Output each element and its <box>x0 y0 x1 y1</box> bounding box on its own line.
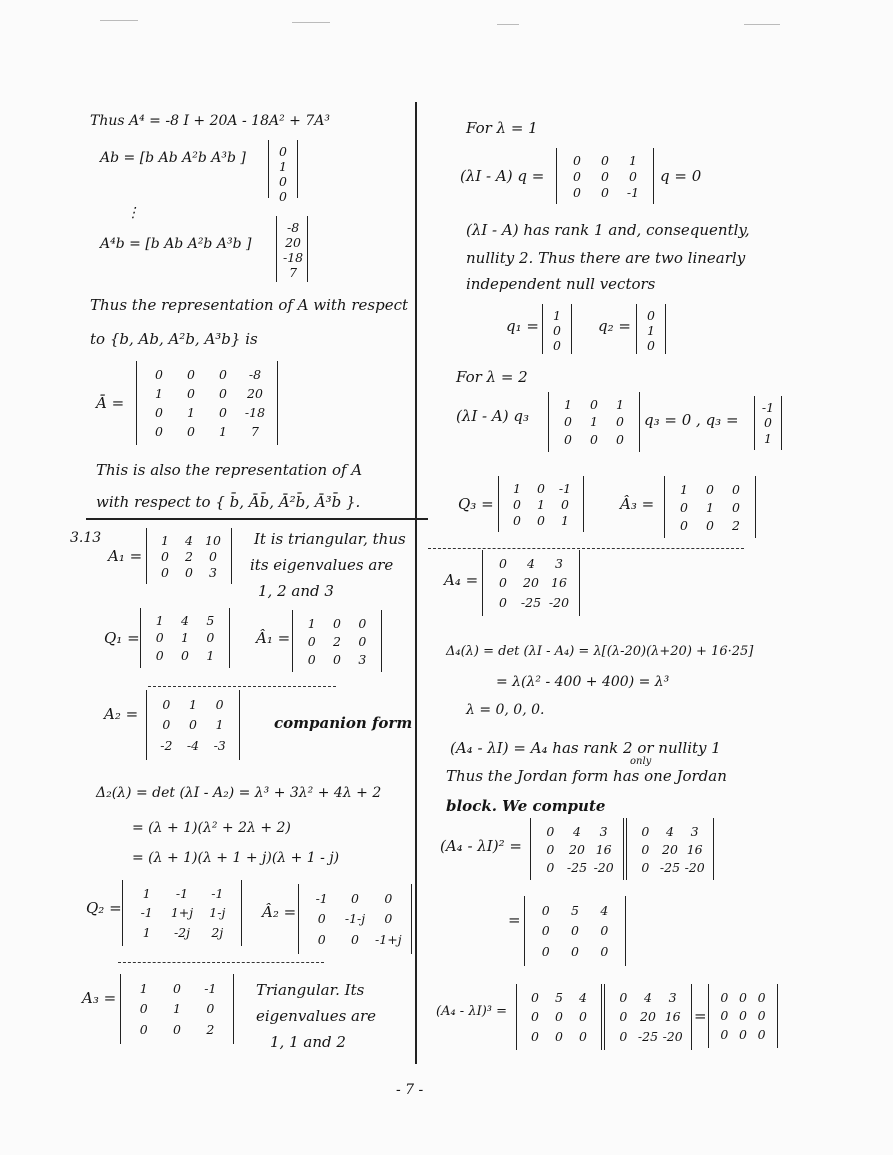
matrix-entry: 0 <box>546 841 555 857</box>
matrix-entry: 0 <box>162 717 171 733</box>
matrix-entry: 0 <box>680 517 688 533</box>
matrix-entry: 0 <box>720 1008 729 1024</box>
matrix-entry: 1 <box>142 924 151 940</box>
eq2-matrix <box>548 392 640 452</box>
matrix-entry: 16 <box>551 575 567 591</box>
square-lhs: (A₄ - λI)² = <box>440 837 522 855</box>
matrix-entry: 4 <box>666 823 674 839</box>
ab-lhs: Ab = [b Ab A²b A³b ] <box>100 150 246 166</box>
matrix-entry: -1 <box>211 886 224 902</box>
matrix-entry: 4 <box>579 990 587 1006</box>
matrix-entry: 1 <box>647 323 655 338</box>
abar-label: Ā = <box>96 394 125 412</box>
matrix-entry: 0 <box>499 556 507 572</box>
matrix-entry: -20 <box>662 1028 683 1044</box>
matrix-entry: 1 <box>307 615 316 631</box>
matrix-entry: 0 <box>600 923 609 939</box>
matrix-entry: -18 <box>283 250 304 265</box>
matrix-entry: 1 <box>173 1001 181 1017</box>
matrix-entry: 0 <box>513 496 521 512</box>
delta2-line-3: = (λ + 1)(λ + 1 + j)(λ + 1 - j) <box>132 850 340 866</box>
matrix-entry: 20 <box>640 1009 656 1025</box>
scan-mark <box>292 22 330 23</box>
cube-equals: = <box>694 1007 707 1025</box>
a2hat-label: Â₂ = <box>262 903 297 921</box>
triangular-line-1: It is triangular, thus <box>254 530 406 548</box>
q1-matrix <box>140 608 230 668</box>
matrix-entry: 0 <box>531 990 539 1006</box>
matrix-entry: 2 <box>732 517 740 533</box>
matrix-entry: 0 <box>641 823 650 839</box>
repr-line-1: Thus the representation of A with respect <box>90 296 409 314</box>
matrix-entry: -1 <box>626 184 640 200</box>
matrix-entry: 20 <box>523 575 539 591</box>
matrix-entry: -25 <box>659 859 681 875</box>
square-equals: = <box>508 911 521 929</box>
matrix-entry: 0 <box>647 308 655 323</box>
matrix-entry: -1 <box>315 890 328 906</box>
problem-number: 3.13 <box>70 530 102 546</box>
matrix-entry: 0 <box>706 481 714 497</box>
scan-mark <box>497 24 519 25</box>
matrix-entry: 0 <box>732 499 740 515</box>
matrix-entry: -1 <box>140 905 153 921</box>
matrix-entry: 0 <box>573 168 581 184</box>
matrix-entry: 16 <box>595 841 612 857</box>
square-matrix-1 <box>530 818 624 880</box>
matrix-entry: 0 <box>139 1001 148 1017</box>
matrix-entry: 0 <box>732 481 740 497</box>
matrix-entry: 4 <box>185 532 193 548</box>
square-matrix-2 <box>626 818 714 880</box>
triangular-line-2: its eigenvalues are <box>250 556 394 574</box>
matrix-entry: 0 <box>619 990 628 1006</box>
matrix-entry: -1 <box>204 980 217 996</box>
triangular-line-3: 1, 2 and 3 <box>258 582 334 600</box>
matrix-entry: 1 <box>161 532 169 548</box>
matrix-entry: 1 <box>189 696 197 712</box>
a4b-vector <box>276 216 308 282</box>
matrix-entry: 0 <box>279 189 287 204</box>
matrix-entry: 5 <box>206 613 215 629</box>
dashed-separator <box>428 548 744 549</box>
matrix-entry: 1 <box>590 414 598 430</box>
matrix-entry: 1 <box>513 480 521 496</box>
matrix-entry: 0 <box>541 902 550 918</box>
matrix-entry: 0 <box>616 414 624 430</box>
matrix-entry: 1 <box>139 980 148 996</box>
matrix-entry: 0 <box>219 386 227 401</box>
rank2-line: (A₄ - λI) = A₄ has rank 2 or nullity 1 <box>450 739 721 757</box>
matrix-entry: 3 <box>358 651 367 667</box>
matrix-entry: 0 <box>757 1008 766 1024</box>
matrix-entry: -3 <box>213 738 226 754</box>
matrix-entry: 1 <box>142 886 151 902</box>
q2-label: Q₂ = <box>86 899 122 917</box>
dashed-separator <box>118 962 324 963</box>
matrix-entry: 0 <box>219 367 227 382</box>
ab-vector <box>268 140 298 204</box>
matrix-entry: 1 <box>215 717 224 733</box>
matrix-entry: -1 <box>761 400 775 416</box>
matrix-entry: 1 <box>155 613 164 629</box>
matrix-entry: 0 <box>555 1009 563 1025</box>
matrix-entry: 0 <box>155 647 164 663</box>
matrix-entry: -20 <box>548 594 570 610</box>
also-line-2: with respect to { b̄, Āb̄, Ā²b̄, Ā³b̄ }. <box>96 493 361 511</box>
a3-matrix <box>120 974 234 1044</box>
eq1-matrix <box>556 148 654 204</box>
rank-line-1: (λI - A) has rank 1 and, consequently, <box>466 221 750 239</box>
thus-a4-equation: Thus A⁴ = -8 I + 20A - 18A² + 7A³ <box>90 113 330 129</box>
cube-result-matrix <box>708 984 778 1048</box>
triangular3-line-2: eigenvalues are <box>256 1007 377 1025</box>
matrix-entry: -2j <box>173 924 191 940</box>
matrix-entry: 0 <box>499 594 507 610</box>
matrix-entry: 0 <box>561 496 569 512</box>
matrix-entry: 0 <box>155 405 163 420</box>
q3-vector <box>754 396 782 450</box>
matrix-entry: -1+j <box>375 932 402 948</box>
matrix-entry: 2 <box>185 548 193 564</box>
matrix-entry: 1 <box>706 499 714 515</box>
scan-mark <box>744 24 780 25</box>
matrix-entry: 1 <box>206 647 215 663</box>
matrix-entry: 0 <box>619 1028 628 1044</box>
matrix-entry: 0 <box>579 1028 587 1044</box>
section-rule <box>86 518 428 520</box>
matrix-entry: 0 <box>616 431 624 447</box>
repr-line-2: to {b, Ab, A²b, A³b} is <box>90 330 258 348</box>
matrix-entry: 0 <box>351 890 359 906</box>
a3hat-matrix <box>664 476 756 538</box>
matrix-entry: 0 <box>555 1028 563 1044</box>
matrix-entry: 2j <box>211 924 224 940</box>
matrix-entry: 0 <box>279 174 287 189</box>
matrix-entry: 4 <box>181 613 189 629</box>
matrix-entry: 0 <box>499 575 507 591</box>
matrix-entry: 0 <box>307 633 316 649</box>
matrix-entry: 16 <box>664 1009 681 1025</box>
matrix-entry: 3 <box>209 564 217 580</box>
q2-vector <box>636 304 666 354</box>
matrix-entry: 0 <box>161 548 169 564</box>
matrix-entry: 0 <box>739 989 747 1005</box>
matrix-entry: 0 <box>317 911 326 927</box>
q3-matrix <box>498 476 584 532</box>
rank-line-2: nullity 2. Thus there are two linearly <box>466 249 746 267</box>
matrix-entry: 0 <box>537 512 545 528</box>
cube-lhs: (A₄ - λI)³ = <box>436 1004 508 1019</box>
matrix-entry: 0 <box>173 1022 181 1038</box>
matrix-entry: 0 <box>600 944 609 960</box>
matrix-entry: 0 <box>161 564 169 580</box>
matrix-entry: 0 <box>187 386 195 401</box>
matrix-entry: 0 <box>155 630 164 646</box>
matrix-entry: 0 <box>187 424 195 439</box>
eq1-rhs: q = 0 <box>660 167 702 185</box>
matrix-entry: 0 <box>601 184 609 200</box>
delta2-line-1: Δ₂(λ) = det (λI - A₂) = λ³ + 3λ² + 4λ + 2 <box>96 785 382 801</box>
square-result-matrix <box>524 896 626 966</box>
matrix-entry: 5 <box>555 990 563 1006</box>
matrix-entry: 0 <box>333 615 341 631</box>
page-number: - 7 - <box>396 1082 424 1098</box>
matrix-entry: 0 <box>513 512 521 528</box>
matrix-entry: 0 <box>601 168 609 184</box>
matrix-entry: 0 <box>553 323 561 338</box>
matrix-entry: 0 <box>739 1027 747 1043</box>
matrix-entry: 0 <box>139 1022 148 1038</box>
matrix-entry: 4 <box>527 556 535 572</box>
matrix-entry: -1 <box>175 886 189 902</box>
matrix-entry: -20 <box>593 859 614 875</box>
matrix-entry: 0 <box>553 338 561 353</box>
a2hat-matrix <box>298 884 412 954</box>
matrix-entry: 0 <box>757 1027 766 1043</box>
matrix-entry: 1+j <box>170 905 194 921</box>
matrix-entry: 0 <box>629 168 637 184</box>
matrix-entry: 1 <box>219 424 227 439</box>
matrix-entry: -18 <box>244 405 266 420</box>
matrix-entry: 2 <box>206 1022 215 1038</box>
matrix-entry: 1 <box>155 386 163 401</box>
matrix-entry: 0 <box>384 911 393 927</box>
matrix-entry: 10 <box>205 532 221 548</box>
matrix-entry: 0 <box>590 431 598 447</box>
matrix-entry: 1 <box>616 397 624 413</box>
a1hat-matrix <box>292 610 382 672</box>
matrix-entry: 0 <box>546 823 555 839</box>
matrix-entry: 1 <box>187 405 195 420</box>
matrix-entry: 0 <box>531 1009 539 1025</box>
matrix-entry: 7 <box>251 424 259 439</box>
matrix-entry: 0 <box>155 367 163 382</box>
a1hat-label: Â₁ = <box>256 629 291 647</box>
scan-mark <box>100 20 138 21</box>
eq2-rhs: q₃ = 0 , q₃ = <box>644 411 739 429</box>
a2-label: A₂ = <box>104 705 139 723</box>
matrix-entry: 4 <box>573 823 581 839</box>
matrix-entry: 0 <box>541 923 550 939</box>
matrix-entry: 0 <box>573 184 581 200</box>
a1-label: A₁ = <box>108 547 143 565</box>
matrix-entry: 0 <box>358 633 367 649</box>
column-divider <box>415 102 417 1064</box>
dashed-separator <box>148 686 336 687</box>
matrix-entry: 0 <box>541 944 550 960</box>
a3-label: A₃ = <box>82 989 117 1007</box>
delta4-line-1: Δ₄(λ) = det (λI - A₄) = λ[(λ-20)(λ+20) + 16·25] <box>446 644 754 659</box>
matrix-entry: -1 <box>558 480 572 496</box>
matrix-entry: -1-j <box>344 911 366 927</box>
matrix-entry: 0 <box>384 890 393 906</box>
matrix-entry: 0 <box>641 841 650 857</box>
lambda-values: λ = 0, 0, 0. <box>466 702 545 718</box>
vdots: ⋮ <box>126 205 140 221</box>
matrix-entry: 20 <box>285 235 302 250</box>
delta4-line-2: = λ(λ² - 400 + 400) = λ³ <box>496 674 670 690</box>
matrix-entry: 3 <box>555 556 563 572</box>
matrix-entry: 0 <box>764 415 772 431</box>
delta2-line-2: = (λ + 1)(λ² + 2λ + 2) <box>132 820 291 836</box>
matrix-entry: 16 <box>686 841 703 857</box>
matrix-entry: 4 <box>600 902 609 918</box>
matrix-entry: -25 <box>566 859 588 875</box>
cube-matrix-2 <box>604 984 692 1050</box>
matrix-entry: 0 <box>531 1028 539 1044</box>
matrix-entry: 0 <box>739 1008 747 1024</box>
matrix-entry: 0 <box>173 980 181 996</box>
matrix-entry: 0 <box>546 859 555 875</box>
matrix-entry: 0 <box>641 859 650 875</box>
matrix-entry: 0 <box>647 338 655 353</box>
matrix-entry: 1 <box>279 159 287 174</box>
matrix-entry: -2 <box>160 738 173 754</box>
matrix-entry: 0 <box>219 405 227 420</box>
matrix-entry: 1-j <box>209 905 226 921</box>
q1-vector-label: q₁ = <box>506 317 539 335</box>
matrix-entry: 0 <box>720 989 729 1005</box>
q3-matrix-label: Q₃ = <box>458 495 494 513</box>
matrix-entry: 3 <box>668 990 677 1006</box>
for-lambda-2: For λ = 2 <box>456 368 528 386</box>
matrix-entry: 0 <box>155 424 163 439</box>
matrix-entry: 1 <box>764 430 772 446</box>
matrix-entry: 1 <box>537 496 545 512</box>
matrix-entry: 0 <box>573 152 581 168</box>
matrix-entry: 0 <box>317 932 326 948</box>
matrix-entry: 20 <box>662 841 678 857</box>
jordan-line-2: block. We compute <box>446 797 606 815</box>
matrix-entry: 1 <box>680 481 688 497</box>
matrix-entry: 1 <box>553 308 561 323</box>
matrix-entry: 0 <box>307 651 316 667</box>
matrix-entry: 1 <box>629 152 637 168</box>
a4b-lhs: A⁴b = [b Ab A²b A³b ] <box>100 236 252 252</box>
triangular3-line-1: Triangular. Its <box>256 981 365 999</box>
a3hat-label: Â₃ = <box>620 495 655 513</box>
also-line-1: This is also the representation of A <box>96 461 363 479</box>
matrix-entry: 0 <box>181 647 189 663</box>
matrix-entry: 0 <box>590 397 598 413</box>
matrix-entry: 0 <box>185 564 193 580</box>
matrix-entry: 0 <box>720 1027 729 1043</box>
matrix-entry: 3 <box>690 823 699 839</box>
matrix-entry: -8 <box>248 367 262 382</box>
matrix-entry: 20 <box>569 841 585 857</box>
matrix-entry: -25 <box>520 594 542 610</box>
q2-matrix <box>122 880 242 946</box>
matrix-entry: 0 <box>215 696 224 712</box>
matrix-entry: 0 <box>333 651 341 667</box>
matrix-entry: -20 <box>684 859 705 875</box>
matrix-entry: 0 <box>619 1009 628 1025</box>
a2-matrix <box>146 690 240 760</box>
matrix-entry: 3 <box>599 823 608 839</box>
eq1-lhs: (λI - A) q = <box>460 167 545 185</box>
matrix-entry: -4 <box>186 738 200 754</box>
matrix-entry: 0 <box>564 414 572 430</box>
matrix-entry: 0 <box>279 144 287 159</box>
rank-line-3: independent null vectors <box>466 275 656 293</box>
matrix-entry: 0 <box>579 1009 587 1025</box>
cube-matrix-1 <box>516 984 602 1050</box>
matrix-entry: 0 <box>680 499 688 515</box>
matrix-entry: 0 <box>162 696 171 712</box>
a4-label: A₄ = <box>444 571 479 589</box>
matrix-entry: 0 <box>189 717 197 733</box>
matrix-entry: 0 <box>601 152 609 168</box>
matrix-entry: 1 <box>561 512 569 528</box>
matrix-entry: 0 <box>206 630 215 646</box>
matrix-entry: 0 <box>757 989 766 1005</box>
matrix-entry: 0 <box>351 932 359 948</box>
matrix-entry: 1 <box>181 630 189 646</box>
matrix-entry: 1 <box>564 397 572 413</box>
matrix-entry: 0 <box>564 431 572 447</box>
q1-label: Q₁ = <box>104 629 140 647</box>
matrix-entry: 0 <box>358 615 367 631</box>
matrix-entry: 20 <box>247 386 263 401</box>
triangular3-line-3: 1, 1 and 2 <box>270 1033 346 1051</box>
a1-matrix <box>146 528 232 584</box>
only-annotation: only <box>630 756 652 767</box>
matrix-entry: 0 <box>571 944 579 960</box>
matrix-entry: 4 <box>644 990 652 1006</box>
a4-matrix <box>482 550 580 616</box>
for-lambda-1: For λ = 1 <box>466 119 538 137</box>
eq2-lhs: (λI - A) q₃ <box>456 407 529 425</box>
q1-vector <box>542 304 572 354</box>
matrix-entry: 0 <box>187 367 195 382</box>
q2-vector-label: q₂ = <box>598 317 631 335</box>
matrix-entry: 0 <box>571 923 579 939</box>
matrix-entry: 0 <box>706 517 714 533</box>
companion-form-note: companion form <box>274 714 413 732</box>
jordan-line-1: Thus the Jordan form has one Jordan <box>446 767 727 785</box>
matrix-entry: 5 <box>571 902 579 918</box>
matrix-entry: -8 <box>286 220 300 235</box>
matrix-entry: 0 <box>206 1001 215 1017</box>
matrix-entry: 0 <box>209 548 217 564</box>
matrix-entry: -25 <box>637 1028 659 1044</box>
matrix-entry: 2 <box>333 633 341 649</box>
abar-matrix <box>136 361 278 445</box>
matrix-entry: 7 <box>289 265 298 280</box>
matrix-entry: 0 <box>537 480 545 496</box>
